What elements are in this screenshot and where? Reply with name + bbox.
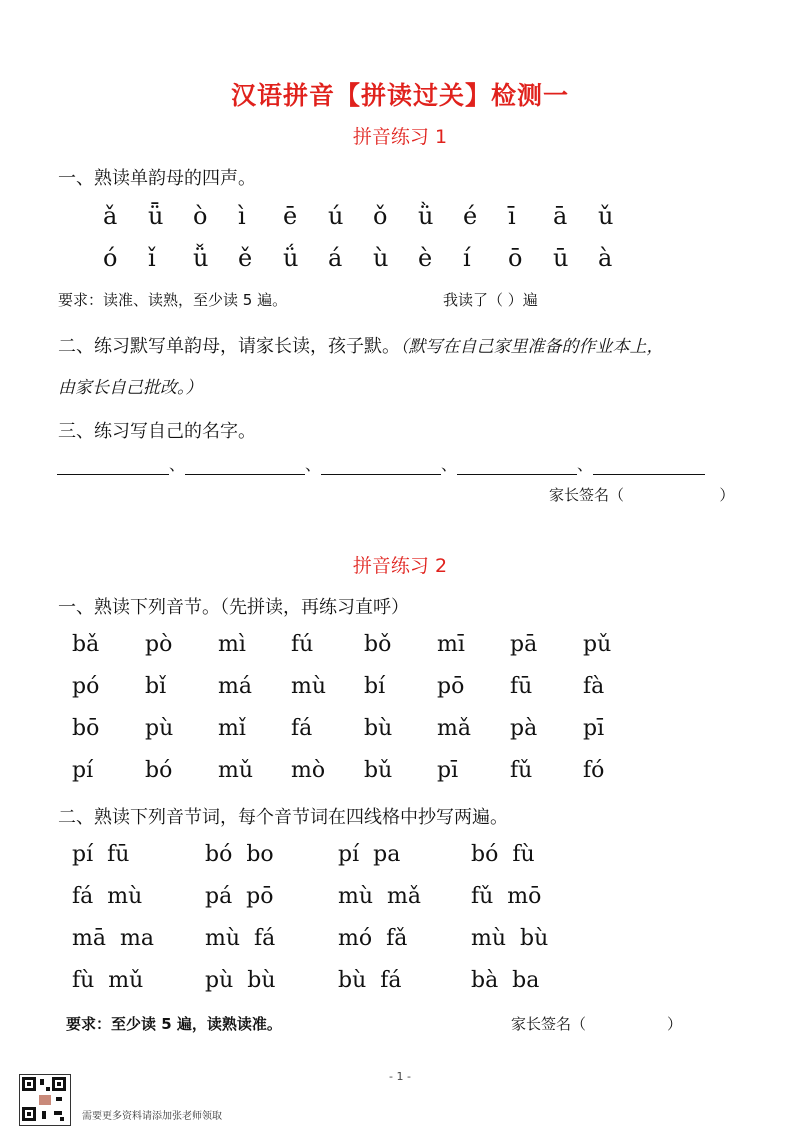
- syllable-item: mǎ: [437, 716, 471, 741]
- section2-requirement: 要求：至少读 5 遍，读熟读准。: [66, 1015, 282, 1033]
- syllable-item: pō: [437, 674, 465, 699]
- syllable-item: pī: [437, 758, 459, 783]
- separator: 、: [169, 455, 186, 474]
- read-count: 我读了（ ）遍: [443, 291, 538, 309]
- syllable-item: pí: [72, 758, 94, 783]
- syllable-item: pù: [145, 716, 174, 741]
- syllable-item: mǐ: [218, 716, 246, 741]
- vowel-item: á: [328, 244, 343, 272]
- separator: 、: [305, 455, 322, 474]
- syllable-item: mǔ: [218, 758, 254, 783]
- page-title: 汉语拼音【拼读过关】检测一: [230, 81, 569, 110]
- syllable-item: fǔ: [510, 758, 533, 783]
- section2-subtitle: 拼音练习 2: [352, 555, 448, 577]
- word-item: bó bo: [205, 842, 274, 867]
- syllable-item: fá: [291, 716, 313, 741]
- separator: 、: [441, 455, 458, 474]
- word-row-2: [72, 884, 604, 909]
- word-item: mù bù: [471, 926, 549, 951]
- syllable-row-1: [72, 632, 656, 657]
- word-item: mù mǎ: [338, 884, 421, 909]
- syllable-item: fú: [291, 632, 314, 657]
- vowel-item: ì: [238, 202, 246, 230]
- word-item: mù fá: [205, 926, 276, 951]
- vowel-row-1: [103, 202, 643, 230]
- name-writing-lines: [57, 452, 705, 475]
- footer-note: 需要更多资料请添加张老师领取: [82, 1111, 222, 1122]
- vowel-item: é: [463, 202, 478, 230]
- syllable-item: fó: [583, 758, 605, 783]
- word-item: bù fá: [338, 968, 402, 993]
- section1-q3: 三、练习写自己的名字。: [58, 421, 256, 442]
- name-line-5[interactable]: [593, 456, 705, 475]
- vowel-item: ē: [283, 202, 298, 230]
- syllable-row-3: [72, 716, 656, 741]
- word-item: mā ma: [72, 926, 154, 951]
- syllable-item: pā: [510, 632, 538, 657]
- vowel-row-2: [103, 244, 643, 272]
- word-row-1: [72, 842, 604, 867]
- section1-q2-note-cont: [58, 373, 203, 398]
- name-line-1[interactable]: [57, 456, 169, 475]
- vowel-item: ā: [553, 202, 568, 230]
- page-number: - 1 -: [389, 1070, 411, 1083]
- syllable-item: fà: [583, 674, 605, 699]
- word-item: pí pa: [338, 842, 401, 867]
- word-item: bó fù: [471, 842, 535, 867]
- syllable-item: bǐ: [145, 674, 167, 699]
- word-row-3: [72, 926, 604, 951]
- word-row-4: [72, 968, 604, 993]
- syllable-item: pà: [510, 716, 538, 741]
- word-item: pí fū: [72, 842, 130, 867]
- vowel-item: è: [418, 244, 433, 272]
- section1-q2: [58, 332, 664, 358]
- name-line-2[interactable]: [185, 456, 305, 475]
- word-item: bà ba: [471, 968, 540, 993]
- section1-q1: 一、熟读单韵母的四声。: [58, 168, 256, 189]
- vowel-item: ò: [193, 202, 208, 230]
- vowel-item: ī: [508, 202, 516, 230]
- vowel-item: ǐ: [148, 244, 156, 272]
- section1-q2-note: （默写在自己家里准备的作业本上，: [400, 337, 664, 357]
- separator: 、: [577, 455, 594, 474]
- vowel-item: ě: [238, 244, 253, 272]
- word-item: mó fǎ: [338, 926, 408, 951]
- vowel-item: ú: [328, 202, 344, 230]
- vowel-item: ǒ: [373, 202, 388, 230]
- word-item: pá pō: [205, 884, 274, 909]
- vowel-item: ù: [373, 244, 389, 272]
- section2-parent-sign: 家长签名（ ）: [511, 1015, 683, 1033]
- vowel-item: ǜ: [418, 202, 434, 230]
- section1-requirement: 要求：读准、读熟，至少读 5 遍。: [58, 291, 288, 309]
- syllable-item: bó: [145, 758, 173, 783]
- syllable-row-4: [72, 758, 656, 783]
- word-item: pù bù: [205, 968, 276, 993]
- syllable-item: pǔ: [583, 632, 612, 657]
- syllable-item: bǔ: [364, 758, 393, 783]
- section1-subtitle: 拼音练习 1: [352, 126, 448, 148]
- section2-q1: 一、熟读下列音节。（先拼读，再练习直呼）: [58, 597, 409, 618]
- vowel-item: ǎ: [103, 202, 118, 230]
- vowel-item: ǘ: [283, 244, 299, 272]
- syllable-item: mù: [291, 674, 327, 699]
- word-item: fù mǔ: [72, 968, 144, 993]
- syllable-item: fū: [510, 674, 533, 699]
- word-item: fǔ mō: [471, 884, 542, 909]
- syllable-item: bǒ: [364, 632, 392, 657]
- syllable-item: pī: [583, 716, 605, 741]
- syllable-item: mò: [291, 758, 326, 783]
- vowel-item: ó: [103, 244, 118, 272]
- name-line-3[interactable]: [321, 456, 441, 475]
- syllable-item: pó: [72, 674, 100, 699]
- syllable-item: bí: [364, 674, 386, 699]
- syllable-item: bǎ: [72, 632, 100, 657]
- syllable-item: pò: [145, 632, 173, 657]
- syllable-item: má: [218, 674, 252, 699]
- vowel-item: ǚ: [193, 244, 209, 272]
- section2-q2: 二、熟读下列音节词，每个音节词在四线格中抄写两遍。: [58, 807, 508, 828]
- name-line-4[interactable]: [457, 456, 577, 475]
- section1-q2-text: 二、练习默写单韵母，请家长读，孩子默。: [58, 336, 400, 357]
- syllable-row-2: [72, 674, 656, 699]
- syllable-item: mì: [218, 632, 246, 657]
- vowel-item: ǔ: [598, 202, 614, 230]
- vowel-item: í: [463, 244, 471, 272]
- vowel-item: ō: [508, 244, 523, 272]
- syllable-item: bō: [72, 716, 100, 741]
- syllable-item: bù: [364, 716, 393, 741]
- qr-code: [19, 1074, 71, 1126]
- section1-parent-sign: 家长签名（ ）: [549, 486, 735, 504]
- vowel-item: ū: [553, 244, 569, 272]
- vowel-item: à: [598, 244, 613, 272]
- syllable-item: mī: [437, 632, 465, 657]
- section1-q2-note-b: 由家长自己批改。）: [58, 378, 203, 398]
- word-item: fá mù: [72, 884, 143, 909]
- vowel-item: ǖ: [148, 202, 164, 230]
